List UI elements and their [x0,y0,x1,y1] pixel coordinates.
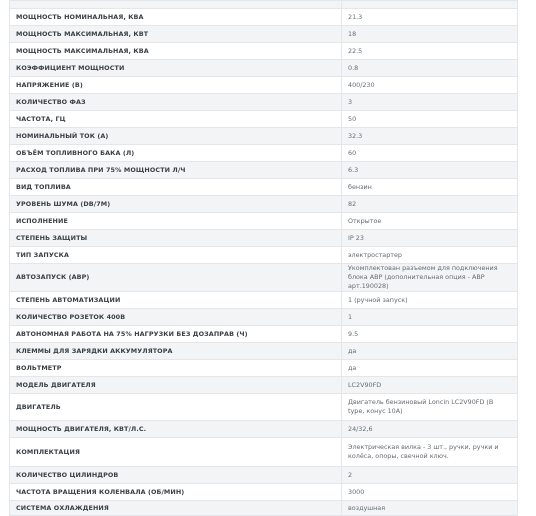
spec-value: 6.3 [342,162,518,179]
table-row [10,128,518,145]
table-row [10,309,518,326]
table-row [10,26,518,43]
table-row [10,501,518,516]
spec-value [342,1,518,9]
spec-label: ОБЪЁМ ТОПЛИВНОГО БАКА (Л) [10,145,342,162]
spec-table [9,0,518,516]
spec-value: 3000 [342,484,518,501]
table-row [10,247,518,264]
spec-label: СТЕПЕНЬ ЗАЩИТЫ [10,230,342,247]
spec-label: КОЛИЧЕСТВО ЦИЛИНДРОВ [10,467,342,484]
spec-label: СТЕПЕНЬ АВТОМАТИЗАЦИИ [10,292,342,309]
table-row [10,60,518,77]
spec-label: ВИД ТОПЛИВА [10,179,342,196]
spec-label: НАПРЯЖЕНИЕ (В) [10,77,342,94]
table-row [10,213,518,230]
table-row [10,292,518,309]
spec-value: да [342,360,518,377]
spec-label: КОЛИЧЕСТВО ФАЗ [10,94,342,111]
table-row [10,94,518,111]
spec-label: ТИП ЗАПУСКА [10,247,342,264]
table-row [10,162,518,179]
spec-label: КОМПЛЕКТАЦИЯ [10,438,342,467]
table-row [10,360,518,377]
table-row [10,438,518,467]
table-row [10,230,518,247]
spec-value: 50 [342,111,518,128]
spec-value: электростартер [342,247,518,264]
spec-label: КОЛИЧЕСТВО РОЗЕТОК 400В [10,309,342,326]
table-row [10,377,518,394]
spec-value: Открытое [342,213,518,230]
spec-value: 9.5 [342,326,518,343]
spec-label: КЛЕММЫ ДЛЯ ЗАРЯДКИ АККУМУЛЯТОРА [10,343,342,360]
spec-label: МОЩНОСТЬ НОМИНАЛЬНАЯ, КВА [10,9,342,26]
spec-label: МОДЕЛЬ ДВИГАТЕЛЯ [10,377,342,394]
spec-value: 2 [342,467,518,484]
table-row [10,264,518,292]
spec-value: 22.5 [342,43,518,60]
spec-label: МОЩНОСТЬ МАКСИМАЛЬНАЯ, КВА [10,43,342,60]
spec-value: Двигатель бензиновый Loncin LC2V90FD (B type, конус 10A) [342,394,518,421]
spec-value: 24/32,6 [342,421,518,438]
spec-value: бензин [342,179,518,196]
table-row [10,467,518,484]
spec-value: LC2V90FD [342,377,518,394]
spec-value: 21.3 [342,9,518,26]
spec-label: ИСПОЛНЕНИЕ [10,213,342,230]
spec-label: СИСТЕМА ОХЛАЖДЕНИЯ [10,501,342,516]
spec-label: РАСХОД ТОПЛИВА ПРИ 75% МОЩНОСТИ Л/Ч [10,162,342,179]
table-row [10,43,518,60]
table-row [10,196,518,213]
spec-value: 1 (ручной запуск) [342,292,518,309]
spec-label [10,1,342,9]
spec-label: ВОЛЬТМЕТР [10,360,342,377]
spec-value: 82 [342,196,518,213]
spec-label: КОЭФФИЦИЕНТ МОЩНОСТИ [10,60,342,77]
spec-label: ЧАСТОТА, ГЦ [10,111,342,128]
table-row [10,421,518,438]
table-row [10,111,518,128]
spec-label: МОЩНОСТЬ МАКСИМАЛЬНАЯ, КВТ [10,26,342,43]
table-row [10,179,518,196]
table-row [10,394,518,421]
spec-value: IP 23 [342,230,518,247]
table-row [10,9,518,26]
spec-value: 60 [342,145,518,162]
table-row [10,77,518,94]
spec-value: 3 [342,94,518,111]
table-row [10,145,518,162]
spec-value: 1 [342,309,518,326]
spec-value: 0.8 [342,60,518,77]
spec-value: Электрическая вилка - 3 шт., ручки, ручки и колёса, опоры, свечной ключ. [342,438,518,467]
spec-label: МОЩНОСТЬ ДВИГАТЕЛЯ, КВТ/Л.С. [10,421,342,438]
spec-label: ЧАСТОТА ВРАЩЕНИЯ КОЛЕНВАЛА (ОБ/МИН) [10,484,342,501]
spec-label: АВТОНОМНАЯ РАБОТА НА 75% НАГРУЗКИ БЕЗ ДОЗАПРАВ (Ч) [10,326,342,343]
spec-label: УРОВЕНЬ ШУМА (DB/7M) [10,196,342,213]
spec-value: да [342,343,518,360]
table-row [10,326,518,343]
table-row [10,484,518,501]
spec-value: 400/230 [342,77,518,94]
table-row [10,1,518,9]
spec-label: ДВИГАТЕЛЬ [10,394,342,421]
spec-label: АВТОЗАПУСК (АВР) [10,264,342,292]
spec-label: НОМИНАЛЬНЫЙ ТОК (А) [10,128,342,145]
spec-value: Укомплектован разъемом для подключения блока АВР (дополнительная опция - АВР арт.190028) [342,264,518,292]
table-row [10,343,518,360]
spec-value: 18 [342,26,518,43]
spec-value: воздушная [342,501,518,516]
spec-value: 32.3 [342,128,518,145]
